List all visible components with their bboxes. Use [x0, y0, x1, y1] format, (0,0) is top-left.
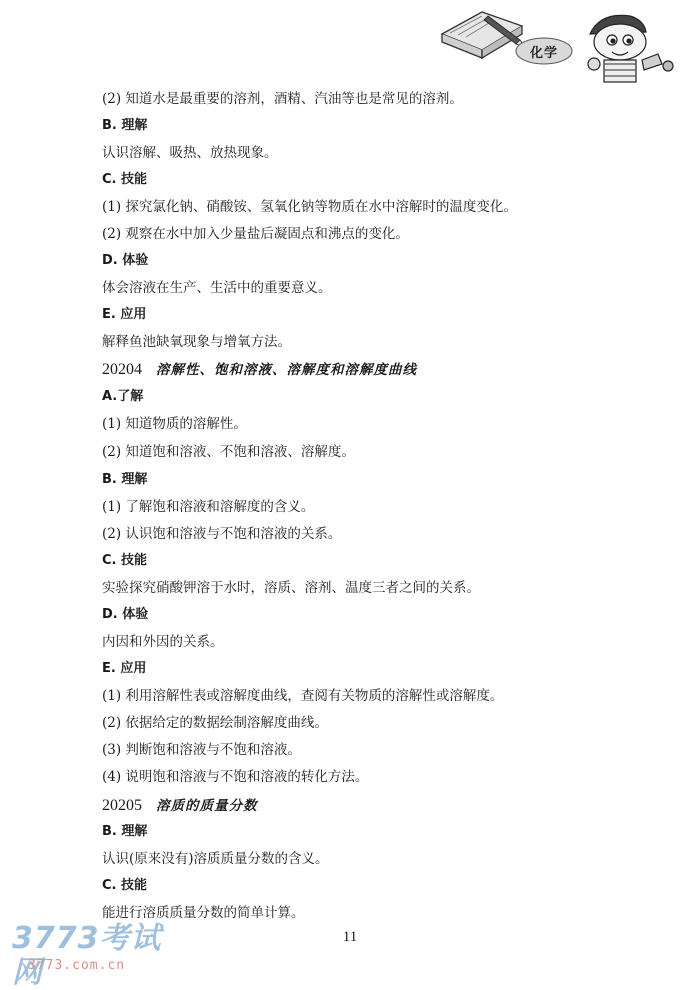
subsection-heading: C. 技能: [102, 553, 148, 568]
body-text-line: (2) 认识饱和溶液与不饱和溶液的关系。: [102, 526, 342, 542]
subsection-heading: C. 技能: [102, 878, 148, 893]
body-text-line: (2) 观察在水中加入少量盐后凝固点和沸点的变化。: [102, 226, 409, 242]
subsection-heading: A.了解: [102, 389, 144, 404]
section-code: 20204: [102, 361, 142, 378]
body-text-line: (3) 判断饱和溶液与不饱和溶液。: [102, 742, 301, 758]
body-text-line: (4) 说明饱和溶液与不饱和溶液的转化方法。: [102, 769, 369, 785]
body-text-line: 认识(原来没有)溶质质量分数的含义。: [102, 851, 329, 867]
subsection-heading: D. 体验: [102, 253, 149, 268]
cartoon-character-icon: [588, 15, 673, 82]
body-text-line: (2) 知道水是最重要的溶剂，酒精、汽油等也是常见的溶剂。: [102, 91, 463, 107]
page-number: 11: [342, 929, 358, 945]
subsection-heading: B. 理解: [102, 118, 148, 133]
section-heading: [102, 360, 417, 379]
body-text-line: (2) 知道饱和溶液、不饱和溶液、溶解度。: [102, 444, 355, 460]
body-text-line: 实验探究硝酸钾溶于水时，溶质、溶剂、温度三者之间的关系。: [102, 580, 480, 596]
section-code: 20205: [102, 797, 142, 814]
body-text-line: 解释鱼池缺氧现象与增氧方法。: [102, 334, 291, 350]
body-text-line: 内因和外因的关系。: [102, 634, 224, 650]
body-text-line: (1) 利用溶解性表或溶解度曲线，查阅有关物质的溶解性或溶解度。: [102, 688, 504, 704]
section-title: 溶质的质量分数: [156, 798, 258, 814]
body-text-line: (1) 知道物质的溶解性。: [102, 416, 247, 432]
section-heading: [102, 796, 258, 815]
body-text-line: (1) 了解饱和溶液和溶解度的含义。: [102, 499, 315, 515]
watermark-url: 3773.com.cn: [28, 958, 126, 973]
body-text-line: 体会溶液在生产、生活中的重要意义。: [102, 280, 332, 296]
section-title: 溶解性、饱和溶液、溶解度和溶解度曲线: [156, 362, 417, 378]
site-watermark: [12, 921, 182, 990]
body-text-line: 认识溶解、吸热、放热现象。: [102, 145, 278, 161]
subsection-heading: B. 理解: [102, 824, 148, 839]
subject-label: 化学: [529, 45, 558, 61]
subsection-heading: E. 应用: [102, 307, 147, 322]
subsection-heading: B. 理解: [102, 472, 148, 487]
watermark-logo-text: 3773考试网: [12, 921, 162, 990]
subsection-heading: C. 技能: [102, 172, 148, 187]
body-text-line: (1) 探究氯化钠、硝酸铵、氢氧化钠等物质在水中溶解时的温度变化。: [102, 199, 517, 215]
body-text-line: (2) 依据给定的数据绘制溶解度曲线。: [102, 715, 328, 731]
subsection-heading: D. 体验: [102, 607, 149, 622]
subsection-heading: E. 应用: [102, 661, 147, 676]
body-text-line: 能进行溶质质量分数的简单计算。: [102, 905, 305, 921]
